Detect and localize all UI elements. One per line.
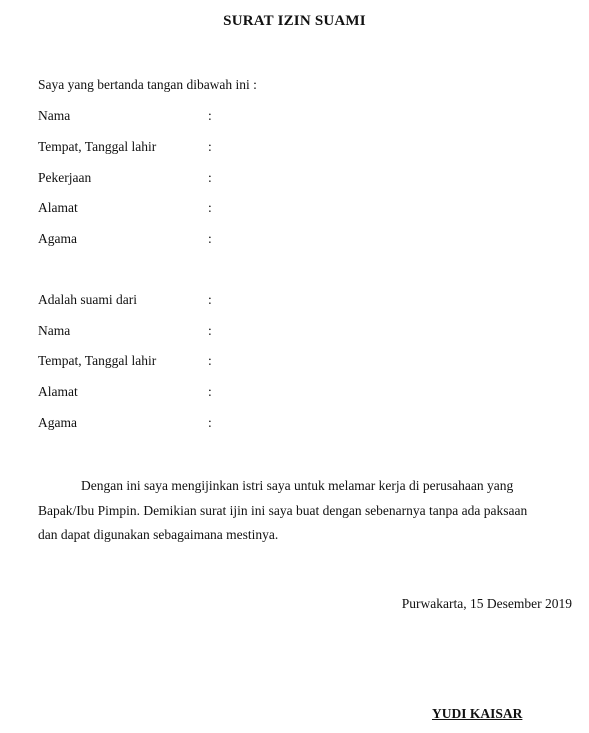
field-label: Nama <box>38 323 71 338</box>
field-colon: : <box>208 200 212 215</box>
field-colon: : <box>208 170 212 185</box>
document-title: SURAT IZIN SUAMI <box>223 13 366 29</box>
field-label: Nama <box>38 108 71 123</box>
field-colon: : <box>208 353 212 368</box>
field-colon: : <box>208 415 212 430</box>
field-colon: : <box>208 384 212 399</box>
body-paragraph <box>38 474 558 548</box>
field-colon: : <box>208 139 212 154</box>
field-row <box>38 415 238 433</box>
field-row <box>38 170 238 188</box>
field-row <box>38 200 238 218</box>
field-label: Tempat, Tanggal lahir <box>38 139 157 154</box>
field-row <box>38 231 238 249</box>
field-label: Pekerjaan <box>38 170 92 185</box>
intro-text: Saya yang bertanda tangan dibawah ini : <box>38 77 257 92</box>
field-colon: : <box>208 323 212 338</box>
field-label: Alamat <box>38 200 78 215</box>
field-label: Tempat, Tanggal lahir <box>38 353 157 368</box>
field-row <box>38 323 238 341</box>
field-label: Agama <box>38 231 77 246</box>
field-colon: : <box>208 108 212 123</box>
field-row <box>38 353 238 371</box>
signer-name: YUDI KAISAR <box>432 706 523 721</box>
field-label: Alamat <box>38 384 78 399</box>
field-row <box>38 384 238 402</box>
place-date: Purwakarta, 15 Desember 2019 <box>401 596 572 611</box>
field-label: Agama <box>38 415 77 430</box>
body-line: Bapak/Ibu Pimpin. Demikian surat ijin ini saya buat dengan sebenarnya tanpa ada paksaan <box>38 502 528 518</box>
field-row <box>38 108 238 126</box>
field-row <box>38 139 238 157</box>
field-label: Adalah suami dari <box>38 292 137 307</box>
field-row <box>38 292 238 310</box>
field-colon: : <box>208 231 212 246</box>
body-line: Dengan ini saya mengijinkan istri saya untuk melamar kerja di perusahaan yang <box>81 478 514 493</box>
field-colon: : <box>208 292 212 307</box>
body-line: dan dapat digunakan sebagaimana mestinya. <box>38 527 279 542</box>
